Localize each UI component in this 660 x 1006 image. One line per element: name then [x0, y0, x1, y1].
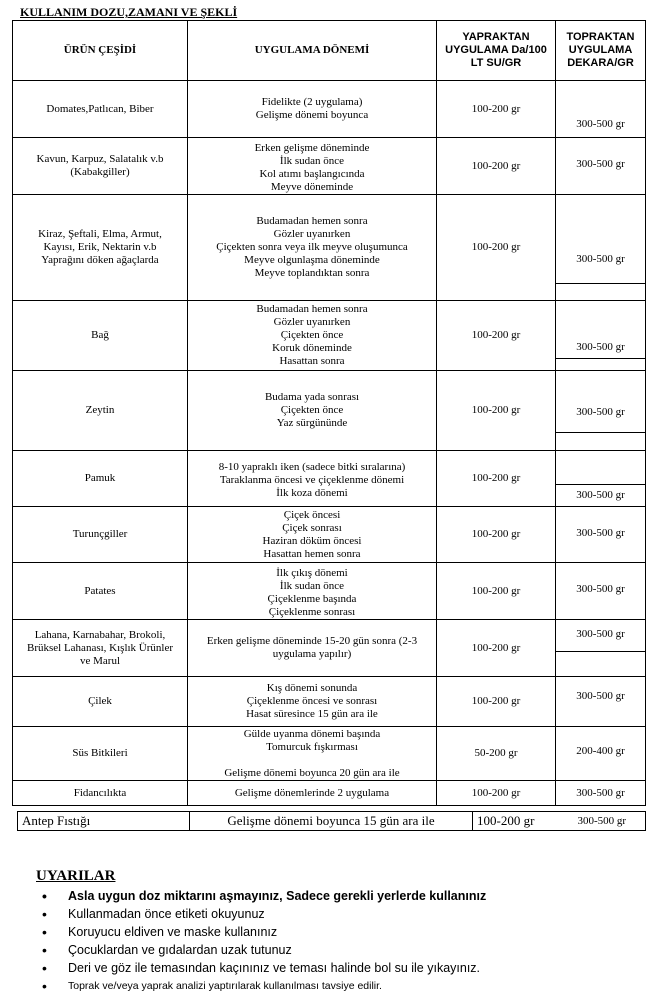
extra-soil: 300-500 gr: [559, 812, 646, 831]
table-row: [13, 138, 646, 195]
soil-dose-cell: [556, 371, 646, 451]
cell-divider: [556, 432, 645, 433]
soil-dose-label: 200-400 gr: [576, 745, 625, 757]
soil-dose-label: 300-500 gr: [576, 690, 625, 702]
table-row: [13, 81, 646, 138]
soil-dose-label: 300-500 gr: [576, 489, 625, 501]
table-row: [13, 451, 646, 507]
soil-dose-label: 300-500 gr: [576, 118, 625, 130]
period-cell: Erken gelişme döneminde İlk sudan önce Kol atımı başlangıcında Meyve döneminde: [188, 138, 437, 195]
soil-dose-cell: [556, 677, 646, 727]
leaf-dose-cell: 100-200 gr: [437, 301, 556, 371]
soil-dose-cell: [556, 563, 646, 620]
leaf-dose-cell: 100-200 gr: [437, 195, 556, 301]
cell-divider: [556, 484, 645, 485]
table-row: [13, 195, 646, 301]
product-cell: Zeytin: [13, 371, 188, 451]
extra-product: Antep Fıstığı: [18, 812, 190, 831]
leaf-dose-cell: 50-200 gr: [437, 727, 556, 781]
extra-row-table: [17, 811, 646, 831]
header-soil: TOPRAKTAN UYGULAMA DEKARA/GR: [556, 21, 646, 81]
leaf-dose-cell: 100-200 gr: [437, 81, 556, 138]
soil-dose-label: 300-500 gr: [576, 158, 625, 170]
leaf-dose-cell: 100-200 gr: [437, 677, 556, 727]
product-cell: Lahana, Karnabahar, Brokoli, Brüksel Lahanası, Kışlık Ürünler ve Marul: [13, 620, 188, 677]
period-cell: 8-10 yapraklı iken (sadece bitki sıralarına) Taraklanma öncesi ve çiçeklenme dönemi İlk koza dönemi: [188, 451, 437, 507]
soil-dose-label: 300-500 gr: [576, 628, 625, 640]
header-period: UYGULAMA DÖNEMİ: [188, 21, 437, 81]
soil-dose-label: 300-500 gr: [576, 527, 625, 539]
soil-dose-cell: [556, 781, 646, 806]
product-cell: Turunçgiller: [13, 507, 188, 563]
table-row: [13, 727, 646, 781]
table-row: [13, 620, 646, 677]
warning-item: • Çocuklardan ve gıdalardan uzak tutunuz: [28, 941, 648, 959]
leaf-dose-cell: 100-200 gr: [437, 371, 556, 451]
leaf-dose-cell: 100-200 gr: [437, 507, 556, 563]
period-cell: İlk çıkış dönemi İlk sudan önce Çiçeklenme başında Çiçeklenme sonrası: [188, 563, 437, 620]
period-cell: Budama yada sonrası Çiçekten önce Yaz sürgününde: [188, 371, 437, 451]
soil-dose-cell: [556, 301, 646, 371]
period-cell: Gülde uyanma dönemi başında Tomurcuk fışkırması Gelişme dönemi boyunca 20 gün ara ile: [188, 727, 437, 781]
warnings-title: UYARILAR: [36, 868, 116, 884]
period-cell: Kış dönemi sonunda Çiçeklenme öncesi ve sonrası Hasat süresince 15 gün ara ile: [188, 677, 437, 727]
period-cell: Erken gelişme döneminde 15-20 gün sonra (2-3 uygulama yapılır): [188, 620, 437, 677]
table-row: [13, 563, 646, 620]
product-cell: Süs Bitkileri: [13, 727, 188, 781]
warning-item: • Kullanmadan önce etiketi okuyunuz: [28, 905, 648, 923]
warning-item: • Asla uygun doz miktarını aşmayınız, Sadece gerekli yerlerde kullanınız: [28, 887, 648, 905]
period-cell: Budamadan hemen sonra Gözler uyanırken Çiçekten sonra veya ilk meyve oluşumunca Meyve olgunlaşma döneminde Meyve toplandıktan sonra: [188, 195, 437, 301]
extra-period: Gelişme dönemi boyunca 15 gün ara ile: [190, 812, 473, 831]
warnings-section: [28, 868, 648, 995]
cell-divider: [556, 358, 645, 359]
product-cell: Patates: [13, 563, 188, 620]
product-cell: Pamuk: [13, 451, 188, 507]
soil-dose-cell: [556, 195, 646, 301]
warnings-list: [28, 887, 648, 995]
table-row: [13, 301, 646, 371]
leaf-dose-cell: 100-200 gr: [437, 451, 556, 507]
soil-dose-label: 300-500 gr: [576, 253, 625, 265]
period-cell: Budamadan hemen sonra Gözler uyanırken Çiçekten önce Koruk döneminde Hasattan sonra: [188, 301, 437, 371]
extra-leaf: 100-200 gr: [473, 812, 559, 831]
leaf-dose-cell: 100-200 gr: [437, 620, 556, 677]
soil-dose-label: 300-500 gr: [576, 787, 625, 799]
cell-divider: [556, 283, 645, 284]
header-leaf: YAPRAKTAN UYGULAMA Da/100 LT SU/GR: [437, 21, 556, 81]
soil-dose-cell: [556, 81, 646, 138]
product-cell: Domates,Patlıcan, Biber: [13, 81, 188, 138]
soil-dose-label: 300-500 gr: [576, 406, 625, 418]
warning-item: • Deri ve göz ile temasından kaçınınız ve teması halinde bol su ile yıkayınız.: [28, 959, 648, 977]
usage-table: [12, 20, 646, 806]
soil-dose-cell: [556, 138, 646, 195]
soil-dose-label: 300-500 gr: [576, 583, 625, 595]
product-cell: Kiraz, Şeftali, Elma, Armut, Kayısı, Erik, Nektarin v.b Yaprağını döken ağaçlarda: [13, 195, 188, 301]
soil-dose-cell: [556, 507, 646, 563]
soil-dose-label: 300-500 gr: [576, 341, 625, 353]
table-row: [13, 677, 646, 727]
period-cell: Gelişme dönemlerinde 2 uygulama: [188, 781, 437, 806]
period-cell: Fidelikte (2 uygulama) Gelişme dönemi boyunca: [188, 81, 437, 138]
leaf-dose-cell: 100-200 gr: [437, 781, 556, 806]
page-title: KULLANIM DOZU,ZAMANI VE ŞEKLİ: [20, 5, 238, 19]
soil-dose-cell: [556, 451, 646, 507]
leaf-dose-cell: 100-200 gr: [437, 138, 556, 195]
soil-dose-cell: [556, 727, 646, 781]
period-cell: Çiçek öncesi Çiçek sonrası Haziran döküm öncesi Hasattan hemen sonra: [188, 507, 437, 563]
product-cell: Bağ: [13, 301, 188, 371]
soil-dose-cell: [556, 620, 646, 677]
product-cell: Çilek: [13, 677, 188, 727]
cell-divider: [556, 651, 645, 652]
header-product: ÜRÜN ÇEŞİDİ: [13, 21, 188, 81]
warning-item: • Toprak ve/veya yaprak analizi yaptırılarak kullanılması tavsiye edilir.: [28, 977, 648, 995]
product-cell: Kavun, Karpuz, Salatalık v.b (Kabakgiller): [13, 138, 188, 195]
table-row: [13, 781, 646, 806]
product-cell: Fidancılıkta: [13, 781, 188, 806]
table-row: [13, 507, 646, 563]
table-row: [13, 371, 646, 451]
leaf-dose-cell: 100-200 gr: [437, 563, 556, 620]
warning-item: • Koruyucu eldiven ve maske kullanınız: [28, 923, 648, 941]
